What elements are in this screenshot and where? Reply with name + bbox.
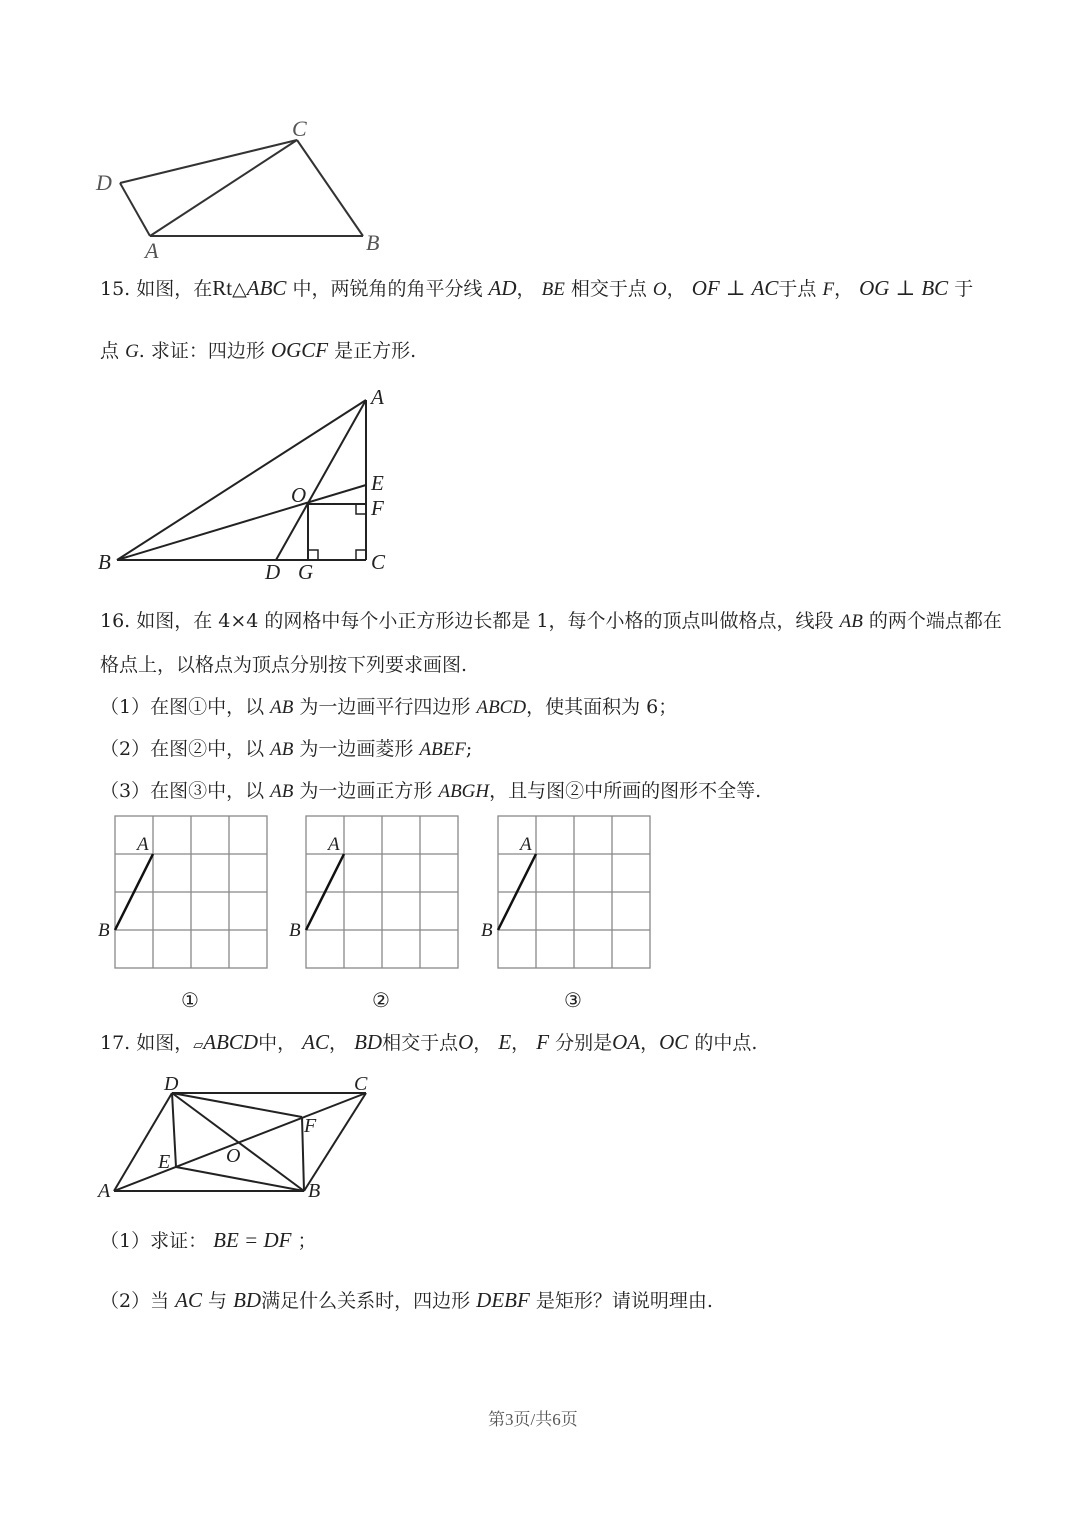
label-c: C xyxy=(292,116,307,141)
q16-line-2: 格点上，以格点为顶点分别按下列要求画图. xyxy=(100,654,468,676)
label-b: B xyxy=(366,230,380,255)
label-o: O xyxy=(226,1145,241,1167)
label-e: E xyxy=(371,471,384,495)
segment-cd xyxy=(120,140,297,183)
figure-parallelogram-abcd xyxy=(90,1068,390,1208)
q16-part-1: （1）在图①中，以 AB 为一边画平行四边形 ABCD，使其面积为 6； xyxy=(100,696,678,718)
segment-bc xyxy=(297,140,363,236)
label-f: F xyxy=(371,496,384,520)
q15-line-1: 15. 如图，在Rt△ABC 中，两锐角的角平分线 AD， BE 相交于点 O， OF ⊥ AC于点 F， OG ⊥ BC 于 xyxy=(100,276,974,300)
diagonal-bd xyxy=(172,1093,304,1191)
label-b: B xyxy=(308,1180,321,1202)
label-e: E xyxy=(158,1151,171,1173)
q16-part-3: （3）在图③中，以 AB 为一边画正方形 ABGH，且与图②中所画的图形不全等. xyxy=(100,780,762,802)
grid-figure-2 xyxy=(286,812,466,977)
label-a: A xyxy=(520,834,532,855)
segment-ba xyxy=(117,400,366,560)
right-angle-mark-c xyxy=(356,550,366,560)
label-d: D xyxy=(96,170,112,195)
label-b: B xyxy=(98,920,110,941)
label-d: D xyxy=(164,1073,179,1095)
label-d: D xyxy=(265,560,281,584)
label-c: C xyxy=(354,1073,368,1095)
grid-figure-1 xyxy=(95,812,275,977)
q16-part-2: （2）在图②中，以 AB 为一边画菱形 ABEF; xyxy=(100,738,473,760)
label-f: F xyxy=(304,1115,317,1137)
figure-right-triangle-abc xyxy=(90,380,410,585)
segment-de xyxy=(172,1093,176,1167)
label-a: A xyxy=(145,238,159,263)
diagonal-ac xyxy=(114,1093,366,1191)
q17-part-2: （2）当 AC 与 BD满足什么关系时，四边形 DEBF 是矩形？请说明理由. xyxy=(100,1288,713,1312)
grid-caption-2: ② xyxy=(372,988,390,1012)
right-angle-mark-g xyxy=(308,550,318,560)
label-a: A xyxy=(371,385,384,409)
segment-da xyxy=(114,1093,172,1191)
bisector-ad xyxy=(276,400,366,560)
segment-df xyxy=(172,1093,302,1117)
figure-quadrilateral-abcd xyxy=(90,110,400,270)
q16-line-1: 16. 如图，在 4×4 的网格中每个小正方形边长都是 1，每个小格的顶点叫做格点，线段 AB 的两个端点都在 xyxy=(100,610,1002,632)
label-a: A xyxy=(98,1180,111,1202)
segment-bc xyxy=(304,1093,366,1191)
page-footer: 第3页/共6页 xyxy=(488,1410,578,1429)
grid-caption-1: ① xyxy=(181,988,199,1012)
q17-part-1: （1）求证： BE = DF ； xyxy=(100,1228,317,1252)
segment-da xyxy=(120,183,150,236)
label-c: C xyxy=(371,550,386,574)
label-a: A xyxy=(137,834,149,855)
label-b: B xyxy=(289,920,301,941)
label-b: B xyxy=(98,550,111,574)
segment-eb xyxy=(176,1167,304,1191)
grid-figure-3 xyxy=(478,812,658,977)
q15-line-2: 点 G. 求证：四边形 OGCF 是正方形. xyxy=(100,338,417,362)
diagonal-ac xyxy=(150,140,297,236)
q17-line-1: 17. 如图，▱ABCD中， AC， BD相交于点O， E， F 分别是OA，OC 的中点. xyxy=(100,1030,758,1054)
label-a: A xyxy=(328,834,340,855)
grid-caption-3: ③ xyxy=(564,988,582,1012)
label-g: G xyxy=(298,560,314,584)
right-angle-mark-f xyxy=(356,504,366,514)
label-b: B xyxy=(481,920,493,941)
label-o: O xyxy=(291,483,307,507)
bisector-be xyxy=(117,485,366,560)
